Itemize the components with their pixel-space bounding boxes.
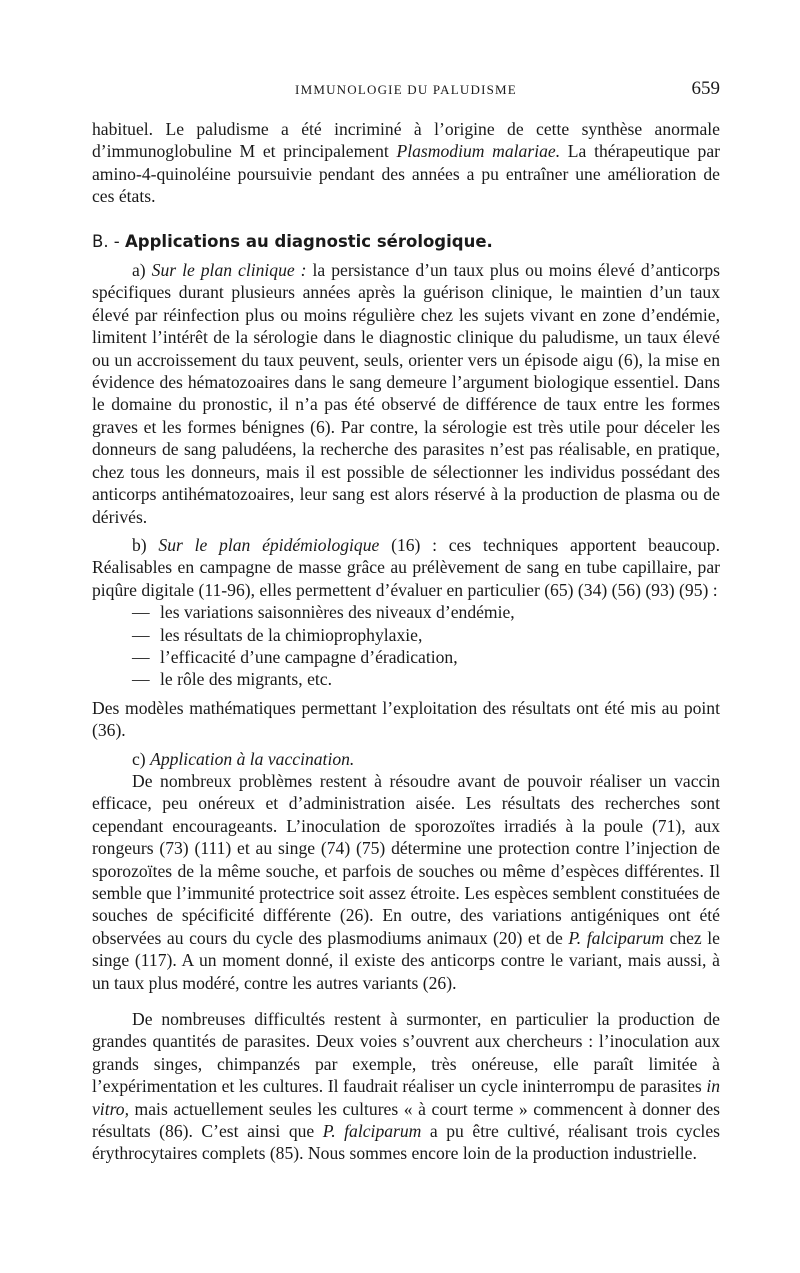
para-c-p2-italic-1: in vitro, — [92, 1076, 720, 1119]
para-b-italic: Sur le plan épidémiologique — [158, 534, 380, 555]
para-c-p2-text-1: De nombreuses difficultés restent à surmonter, en particulier la production de grandes quantités de parasites. Deux voies s’ouvrent aux chercheurs : l’inoculation aux grands singes, chimpanzés par exemple, très onéreuse, elle paraît limitée à l’expérimentation et les cultures. Il faudrait réaliser un cycle ininterrompu de parasites — [92, 1009, 720, 1097]
section-title: Applications au diagnostic sérologique. — [125, 231, 493, 251]
list-item — [92, 646, 720, 668]
paragraph-epidemiological — [92, 534, 720, 601]
para-c-italic: Application à la vaccination. — [150, 748, 355, 769]
para-a-italic: Sur le plan clinique : — [151, 260, 307, 281]
page-number: 659 — [691, 78, 720, 99]
para-c-p1-italic: P. falciparum — [568, 927, 664, 948]
intro-italic-species: Plasmodium malariae. — [396, 141, 561, 162]
para-c-p1-text-2: chez le singe (117). A un moment donné, il existe des anticorps contre le variant, mais aussi, à un taux plus modéré, contre les autres variants (26). — [92, 927, 720, 993]
paragraph-models: Des modèles mathématiques permettant l’exploitation des résultats ont été mis au point (36). — [92, 697, 720, 741]
para-c-label: c) — [132, 748, 146, 769]
para-c-p1-text-1: De nombreux problèmes restent à résoudre avant de pouvoir réaliser un vaccin efficace, peu onéreux et d’administration aisée. Les résultats des recherches sont cependant encourageants. L’inoculation de sporozoïtes irradiés à la poule (71), aux rongeurs (73) (111) et au singe (74) (75) détermine une protection contre l’injection de sporozoïtes de la même souche, et parfois de souches ou même d’espèces différentes. Il semble que l’immunité protectrice soit assez étroite. Les espèces semblent constituées de souches de spécificité différente (26). En outre, des variations antigéniques ont été observées au cours du cycle des plasmodiums animaux (20) et de — [92, 770, 720, 948]
running-title: IMMUNOLOGIE DU PALUDISME — [295, 82, 517, 97]
epidemiology-list — [92, 601, 720, 691]
para-c-p2-text-2: mais actuellement seules les cultures « à court terme » commencent à donner des résultats (86). C’est ainsi que — [92, 1098, 720, 1142]
list-item-text: les résultats de la chimioprophylaxie, — [160, 624, 423, 645]
list-dash: — — [132, 646, 150, 667]
paragraph-vaccination-heading — [92, 748, 720, 770]
list-dash: — — [132, 669, 150, 690]
para-c-p2-italic-2: P. falciparum — [322, 1121, 422, 1142]
list-dash: — — [132, 602, 150, 623]
list-dash: — — [132, 624, 150, 645]
paragraph-vaccination-2 — [92, 1008, 720, 1165]
list-item — [92, 601, 720, 623]
section-letter: B. - — [92, 231, 120, 251]
para-b-text: (16) : ces techniques apportent beaucoup. Réalisables en campagne de masse grâce au prélèvement de sang en tube capillaire, par piqûre digitale (11-96), elles permettent d’évaluer en particulier (65) (34) (56) (93) (95) : — [92, 534, 720, 600]
list-item-text: l’efficacité d’une campagne d’éradication, — [160, 646, 458, 667]
list-item — [92, 668, 720, 690]
list-item-text: les variations saisonnières des niveaux d’endémie, — [160, 602, 515, 623]
intro-text-2: La thérapeutique par amino-4-quinoléine poursuivie pendant des années a pu entraîner une amélioration de ces états. — [92, 141, 720, 207]
para-a-label: a) — [132, 260, 146, 281]
section-heading — [92, 231, 720, 253]
paragraph-clinical — [92, 259, 720, 528]
page-body — [92, 118, 720, 1165]
intro-paragraph — [92, 118, 720, 208]
para-b-label: b) — [132, 534, 147, 555]
list-item — [92, 624, 720, 646]
intro-text-1: habituel. Le paludisme a été incriminé à l’origine de cette synthèse anormale d’immunoglobuline M et principalement — [92, 119, 720, 162]
paragraph-vaccination-1 — [92, 770, 720, 994]
para-c-p2-text-3: a pu être cultivé, réalisant trois cycles érythrocytaires complets (85). Nous sommes encore loin de la production industrielle. — [92, 1121, 720, 1164]
para-a-text: la persistance d’un taux plus ou moins élevé d’anticorps spécifiques durant plusieurs années après la guérison clinique, le maintien d’un taux élevé par réinfection plus ou moins régulière chez les sujets vivant en zone d’endémie, limitent l’intérêt de la sérologie dans le diagnostic clinique du paludisme, un taux élevé ou un accroissement du taux peuvent, seuls, orienter vers un épisode aigu (6), la mise en évidence des hématozoaires dans le sang demeure l’argument biologique essentiel. Dans le domaine du pronostic, il n’a pas été observé de différence de taux entre les formes graves et les formes bénignes (6). Par contre, la sérologie est très utile pour déceler les donneurs de sang paludéens, la recherche des parasites n’est pas réalisable, en pratique, chez tous les donneurs, mais il est possible de sélectionner les individus possédant des anticorps antihématozoaires, leur sang est alors réservé à la production de plasma ou de dérivés. — [92, 260, 720, 527]
list-item-text: le rôle des migrants, etc. — [160, 669, 332, 690]
page-header — [92, 78, 720, 102]
